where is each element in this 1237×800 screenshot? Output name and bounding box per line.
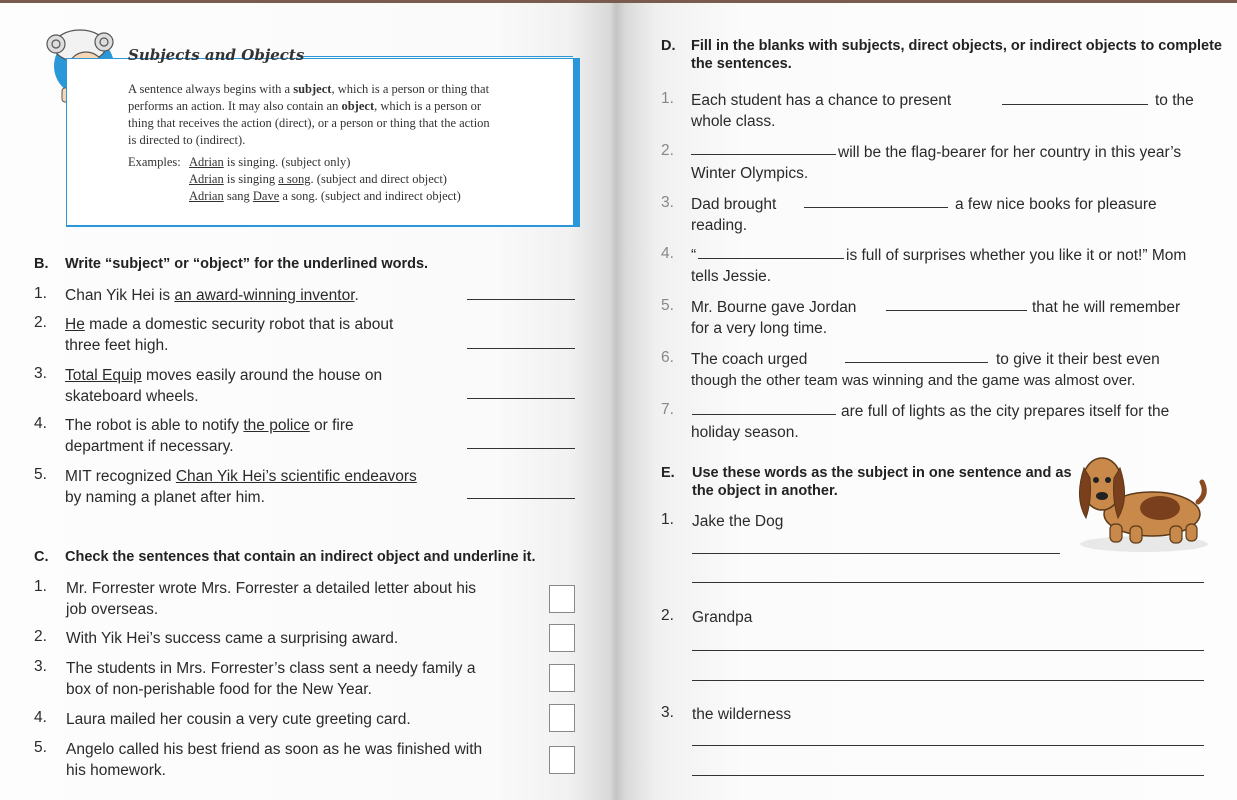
- section-d-letter: D.: [661, 38, 676, 54]
- panel-intro-line: thing that receives the action (direct), or a person or thing that the action: [128, 116, 490, 130]
- d-item-2-line2: Winter Olympics.: [691, 165, 809, 182]
- blank-line[interactable]: [804, 207, 948, 208]
- d-item-4-a: “: [691, 247, 697, 264]
- d-item-3-a: Dad brought: [691, 196, 777, 213]
- c-item-4: Laura mailed her cousin a very cute greeting card.: [66, 711, 411, 728]
- item-number: 1.: [661, 90, 674, 107]
- example-2: Adrian is singing a song. (subject and direct object): [189, 172, 447, 186]
- answer-line[interactable]: [467, 398, 575, 399]
- blank-line[interactable]: [1002, 104, 1148, 105]
- d-item-3-line2: reading.: [691, 217, 748, 234]
- d-item-5-a: Mr. Bourne gave Jordan: [691, 299, 857, 316]
- d-item-6-b: to give it their best even: [996, 351, 1160, 368]
- checkbox[interactable]: [549, 585, 575, 613]
- c-item-3-line2: box of non-perishable food for the New Year.: [66, 681, 372, 698]
- d-item-1-line2: whole class.: [691, 113, 776, 130]
- c-item-3: The students in Mrs. Forrester’s class sent a needy family a: [66, 660, 476, 677]
- section-c-letter: C.: [34, 549, 49, 565]
- item-number: 4.: [661, 245, 674, 262]
- item-number: 3.: [661, 704, 674, 721]
- item-number: 6.: [661, 349, 674, 366]
- example-1: Adrian is singing. (subject only): [189, 155, 351, 169]
- d-item-3-b: a few nice books for pleasure: [955, 196, 1157, 213]
- item-number: 5.: [661, 297, 674, 314]
- answer-line[interactable]: [467, 498, 575, 499]
- b-item-5: MIT recognized Chan Yik Hei’s scientific endeavors: [65, 468, 417, 485]
- d-item-1-b: to the: [1155, 92, 1194, 109]
- d-item-6-line2: though the other team was winning and the game was almost over.: [691, 372, 1136, 389]
- panel-title: Subjects and Objects: [128, 46, 305, 64]
- b-item-4-line2: department if necessary.: [65, 438, 234, 455]
- c-item-5-line2: his homework.: [66, 762, 166, 779]
- checkbox[interactable]: [549, 664, 575, 692]
- item-number: 1.: [34, 285, 47, 302]
- answer-line[interactable]: [692, 680, 1204, 681]
- item-number: 7.: [661, 401, 674, 418]
- e-item-2-word: Grandpa: [692, 609, 753, 626]
- section-c-title: Check the sentences that contain an indirect object and underline it.: [65, 549, 536, 565]
- item-number: 2.: [661, 142, 674, 159]
- b-item-5-line2: by naming a planet after him.: [65, 489, 265, 506]
- b-item-2-line2: three feet high.: [65, 337, 169, 354]
- d-item-2-b: will be the flag-bearer for her country in this year’s: [838, 144, 1182, 161]
- d-item-5-b: that he will remember: [1032, 299, 1181, 316]
- d-item-4-line2: tells Jessie.: [691, 268, 772, 285]
- item-number: 1.: [34, 578, 47, 595]
- example-3: Adrian sang Dave a song. (subject and indirect object): [189, 189, 461, 203]
- section-b-letter: B.: [34, 256, 49, 272]
- checkbox[interactable]: [549, 704, 575, 732]
- blank-line[interactable]: [698, 258, 844, 259]
- basset-hound-dog-icon: [1070, 438, 1210, 556]
- answer-line[interactable]: [692, 650, 1204, 651]
- item-number: 4.: [34, 709, 47, 726]
- answer-line[interactable]: [692, 775, 1204, 776]
- item-number: 2.: [34, 314, 47, 331]
- b-item-2: He made a domestic security robot that is about: [65, 316, 394, 333]
- blank-line[interactable]: [691, 154, 836, 155]
- checkbox[interactable]: [549, 624, 575, 652]
- item-number: 3.: [661, 194, 674, 211]
- answer-line[interactable]: [692, 582, 1204, 583]
- blank-line[interactable]: [692, 414, 836, 415]
- e-item-3-word: the wilderness: [692, 706, 792, 723]
- b-item-1: Chan Yik Hei is an award-winning inventor.: [65, 287, 359, 304]
- section-e-title-line2: the object in another.: [692, 483, 838, 499]
- panel-intro-line: is directed to (indirect).: [128, 133, 246, 147]
- b-item-4: The robot is able to notify the police or fire: [65, 417, 354, 434]
- answer-line[interactable]: [467, 348, 575, 349]
- panel-intro-line: A sentence always begins with a subject, which is a person or thing that: [128, 82, 490, 96]
- c-item-2: With Yik Hei’s success came a surprising award.: [66, 630, 399, 647]
- item-number: 5.: [34, 739, 47, 756]
- answer-line[interactable]: [467, 448, 575, 449]
- c-item-5: Angelo called his best friend as soon as he was finished with: [66, 741, 483, 758]
- item-number: 5.: [34, 466, 47, 483]
- item-number: 2.: [661, 607, 674, 624]
- top-edge: [0, 0, 1237, 3]
- item-number: 3.: [34, 365, 47, 382]
- section-d-title-line2: the sentences.: [691, 56, 792, 72]
- b-item-3-line2: skateboard wheels.: [65, 388, 199, 405]
- e-item-1-word: Jake the Dog: [692, 513, 784, 530]
- examples-label: Examples:: [128, 155, 181, 169]
- b-item-3: Total Equip moves easily around the house on: [65, 367, 383, 384]
- item-number: 3.: [34, 658, 47, 675]
- blank-line[interactable]: [886, 310, 1027, 311]
- d-item-5-line2: for a very long time.: [691, 320, 828, 337]
- d-item-6-a: The coach urged: [691, 351, 808, 368]
- d-item-7-line2: holiday season.: [691, 424, 799, 441]
- blank-line[interactable]: [845, 362, 988, 363]
- c-item-1-line2: job overseas.: [66, 601, 159, 618]
- item-number: 2.: [34, 628, 47, 645]
- item-number: 1.: [661, 511, 674, 528]
- answer-line[interactable]: [467, 299, 575, 300]
- d-item-1-a: Each student has a chance to present: [691, 92, 952, 109]
- panel-intro-line: performs an action. It may also contain an object, which is a person or: [128, 99, 482, 113]
- answer-line[interactable]: [692, 553, 1060, 554]
- checkbox[interactable]: [549, 746, 575, 774]
- section-b-title: Write “subject” or “object” for the underlined words.: [65, 256, 429, 272]
- section-d-title: Fill in the blanks with subjects, direct objects, or indirect objects to complete: [691, 38, 1222, 54]
- panel-title-rule: [303, 56, 573, 57]
- item-number: 4.: [34, 415, 47, 432]
- d-item-7-b: are full of lights as the city prepares itself for the: [841, 403, 1170, 420]
- answer-line[interactable]: [692, 745, 1204, 746]
- d-item-4-b: is full of surprises whether you like it or not!” Mom: [846, 247, 1187, 264]
- section-e-title: Use these words as the subject in one sentence and as: [692, 465, 1072, 481]
- section-e-letter: E.: [661, 465, 675, 481]
- c-item-1: Mr. Forrester wrote Mrs. Forrester a detailed letter about his: [66, 580, 477, 597]
